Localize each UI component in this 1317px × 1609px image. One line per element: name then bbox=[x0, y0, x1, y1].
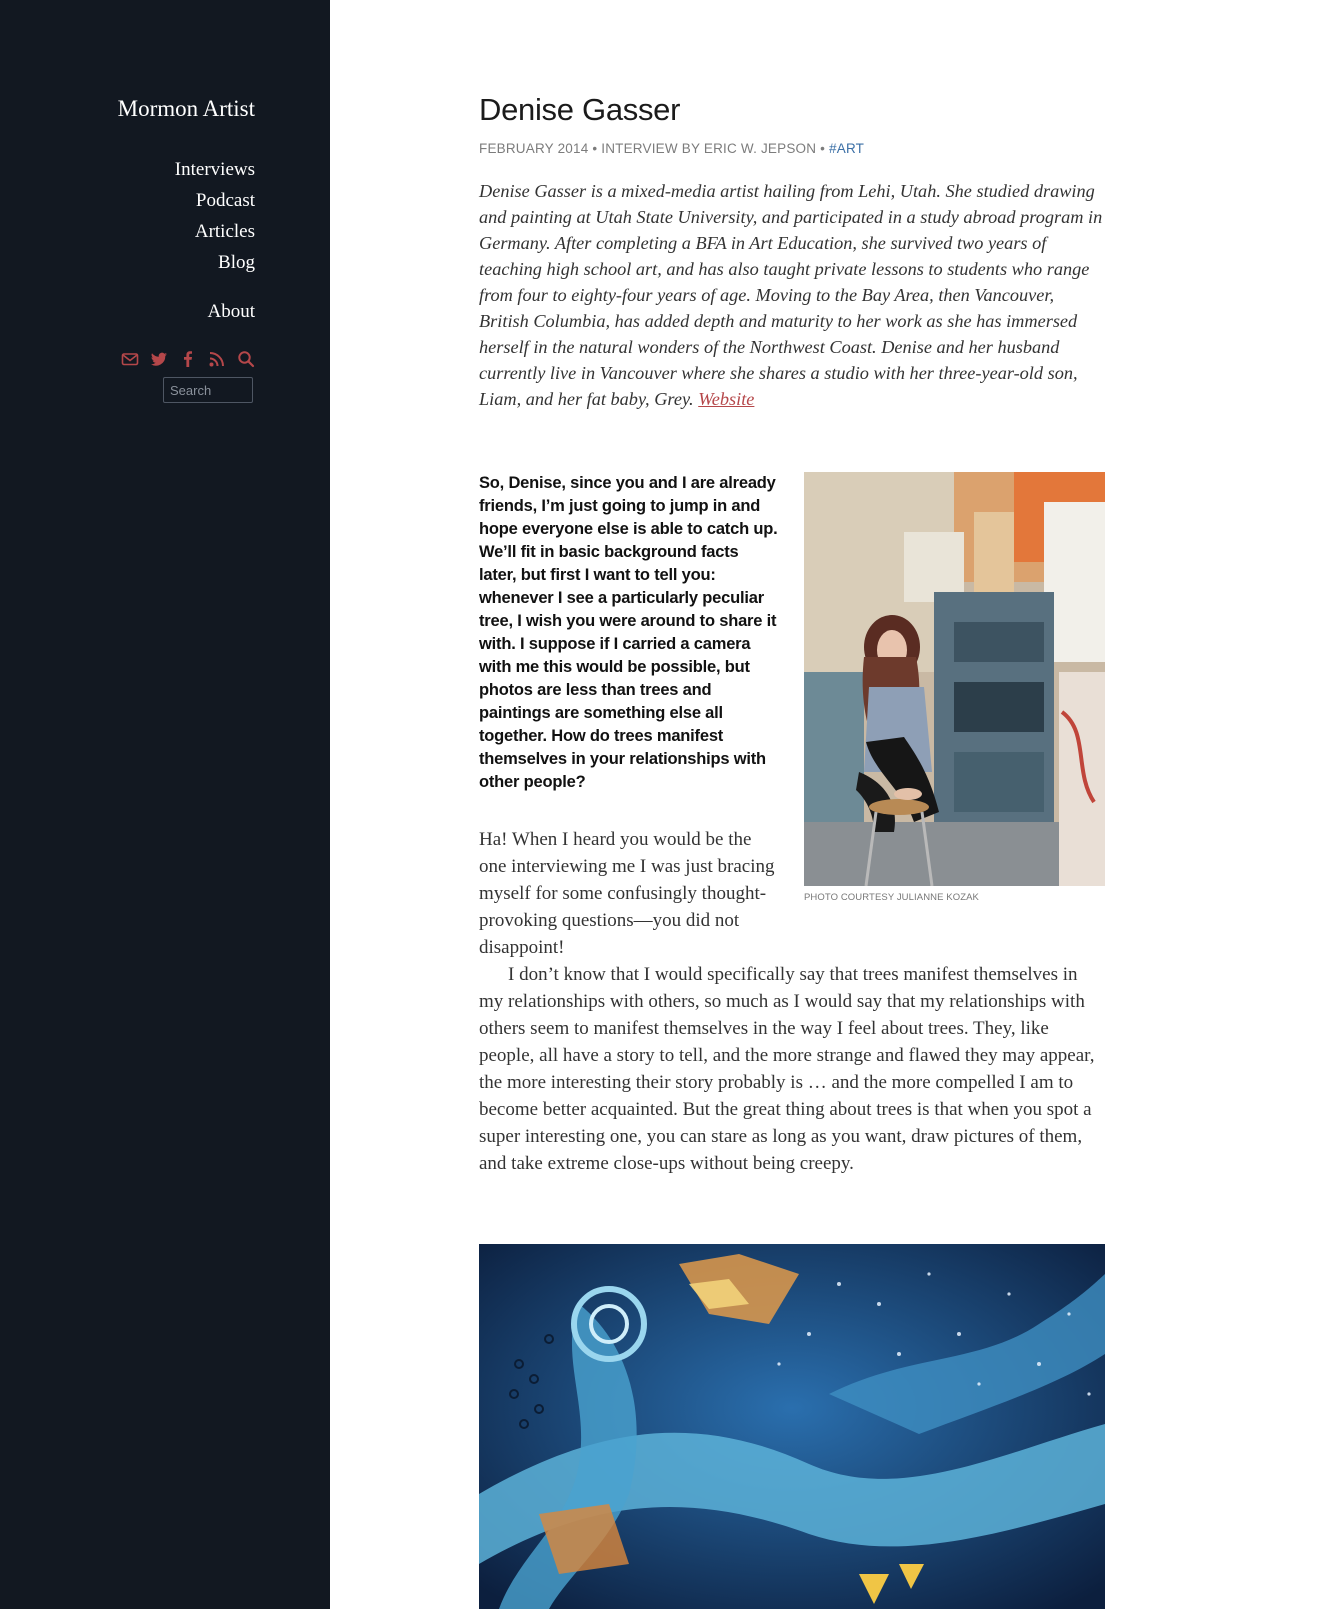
main-nav bbox=[175, 154, 255, 327]
artwork-image bbox=[479, 1244, 1105, 1609]
facebook-icon[interactable] bbox=[179, 350, 197, 368]
article-date: FEBRUARY 2014 bbox=[479, 141, 589, 156]
search-icon[interactable] bbox=[237, 350, 255, 368]
answer-paragraph: I don’t know that I would specifically say that trees manifest themselves in my relationships with others, so much as I would say that my relationships with others seem to manifest themselves in the way I feel about trees. They, like people, all have a story to tell, and the more strange and flawed they may appear, the more interesting their story probably is … and the more compelled I am to become better acquainted. But the great thing about trees is that when you spot a super interesting one, you can stare as long as you want, draw pictures of them, and take extreme close-ups without being creepy. bbox=[479, 964, 1095, 1174]
mail-icon[interactable] bbox=[121, 350, 139, 368]
twitter-icon[interactable] bbox=[150, 350, 168, 368]
photo-caption: PHOTO COURTESY JULIANNE KOZAK bbox=[804, 892, 979, 903]
nav-item-podcast[interactable]: Podcast bbox=[195, 190, 255, 211]
intro-text: Denise Gasser is a mixed-media artist hailing from Lehi, Utah. She studied drawing and painting at Utah State University, and participated in a study abroad program in Germany. After completing a BFA in Art Education, she survived two years of teaching high school art, and has also taught private lessons to students who range from four to eighty-four years of age. Moving to the Bay Area, then Vancouver, British Columbia, has added depth and maturity to her work as she has immersed herself in the natural wonders of the Northwest Coast. Denise and her husband currently live in Vancouver where she shares a studio with her three-year-old son, Liam, and her fat baby, Grey. bbox=[479, 181, 1103, 409]
answer-paragraph: Ha! When I heard you would be the one interviewing me I was just bracing myself for some confusingly thought-provoking questions—you did not disappoint! bbox=[479, 829, 775, 958]
site-title-link[interactable]: Mormon Artist bbox=[117, 96, 255, 121]
meta-separator: • bbox=[588, 141, 602, 156]
nav-item-blog[interactable]: Blog bbox=[218, 252, 255, 273]
social-icons bbox=[121, 350, 255, 368]
artist-photo-figure bbox=[804, 472, 1105, 903]
website-link[interactable]: Website bbox=[698, 389, 755, 409]
meta-separator: • bbox=[816, 141, 830, 156]
search-input[interactable] bbox=[163, 377, 253, 403]
nav-item-about[interactable]: About bbox=[207, 301, 255, 322]
artist-photo bbox=[804, 472, 1105, 886]
article-meta bbox=[479, 141, 864, 156]
page-title: Denise Gasser bbox=[479, 92, 681, 127]
interview-question: So, Denise, since you and I are already friends, I’m just going to jump in and hope everyone else is able to catch up. We’ll fit in basic background facts later, but first I want to tell you: whenever I see a particularly peculiar tree, I wish you were around to share it with. I suppose if I carried a camera with me this would be possible, but photos are less than trees and paintings are something else all together. How do trees manifest themselves in your relationships with other people? bbox=[479, 474, 778, 791]
rss-icon[interactable] bbox=[208, 350, 226, 368]
article-intro bbox=[479, 178, 1105, 412]
nav-item-interviews[interactable]: Interviews bbox=[174, 159, 255, 180]
article-byline: INTERVIEW BY ERIC W. JEPSON bbox=[601, 141, 817, 156]
nav-item-articles[interactable]: Articles bbox=[194, 221, 255, 242]
sidebar bbox=[0, 0, 330, 1609]
tag-link-art[interactable]: #ART bbox=[829, 141, 865, 156]
